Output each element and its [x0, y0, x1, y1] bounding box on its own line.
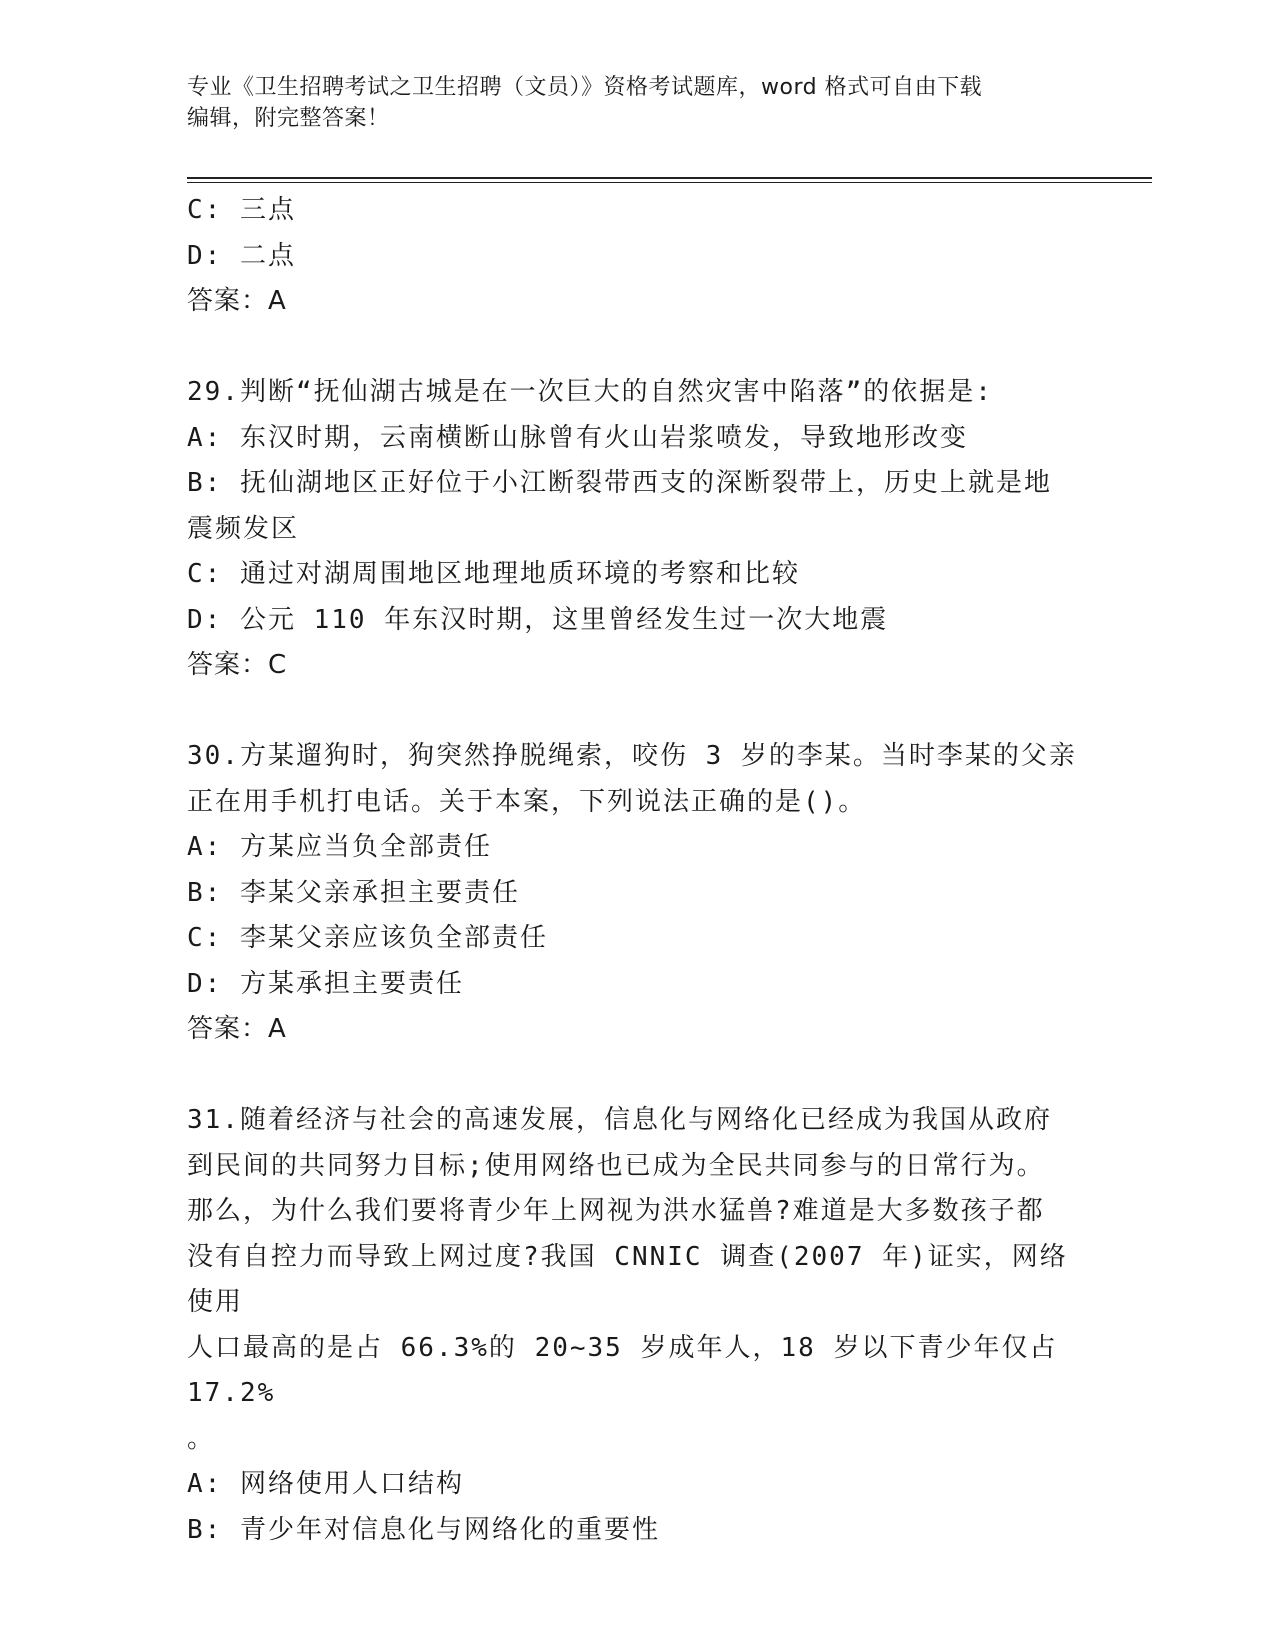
answer-line: 答案：C — [187, 650, 288, 680]
spacer — [187, 689, 1087, 735]
document-body — [187, 188, 1087, 1553]
option-a: A: 方某应当负全部责任 — [187, 832, 492, 862]
question-stem-continued: 人口最高的是占 66.3%的 20~35 岁成年人，18 岁以下青少年仅占 17.2% — [187, 1332, 1076, 1408]
option-d: D: 方某承担主要责任 — [187, 968, 464, 999]
option-b-continued: 震频发区 — [187, 513, 300, 544]
option-c: C: 通过对湖周围地区地理地质环境的考察和比较 — [187, 559, 800, 589]
question-30 — [187, 734, 1087, 1053]
question-stem: 29.判断“抚仙湖古城是在一次巨大的自然灾害中陷落”的依据是: — [187, 377, 993, 407]
question-stem-continued: 。 — [187, 1423, 216, 1454]
option-d: D: 公元 110 年东汉时期，这里曾经发生过一次大地震 — [187, 604, 889, 635]
question-31 — [187, 1098, 1087, 1553]
spacer — [187, 1053, 1087, 1099]
option-b: B: 青少年对信息化与网络化的重要性 — [187, 1514, 660, 1545]
option-b: B: 李某父亲承担主要责任 — [187, 877, 520, 908]
answer-line: 答案：A — [187, 286, 287, 316]
question-stem-continued: 正在用手机打电话。关于本案，下列说法正确的是()。 — [187, 786, 867, 817]
question-stem-continued: 那么，为什么我们要将青少年上网视为洪水猛兽?难道是大多数孩子都 — [187, 1196, 1045, 1226]
question-stem: 31.随着经济与社会的高速发展，信息化与网络化已经成为我国从政府 — [187, 1105, 1052, 1135]
option-a: A: 东汉时期，云南横断山脉曾有火山岩浆喷发，导致地形改变 — [187, 422, 968, 453]
header-line-2: 编辑，附完整答案！ — [187, 106, 390, 131]
question-stem-continued: 没有自控力而导致上网过度?我国 CNNIC 调查(2007 年)证实，网络使用 — [187, 1241, 1068, 1317]
option-d: D: 二点 — [187, 240, 296, 271]
header-rule-thin — [187, 182, 1152, 183]
spacer — [187, 325, 1087, 371]
question-stem: 30.方某遛狗时，狗突然挣脱绳索，咬伤 3 岁的李某。当时李某的父亲 — [187, 741, 1077, 771]
question-28-tail — [187, 188, 1087, 325]
header-rule-thick — [187, 177, 1152, 179]
question-29 — [187, 370, 1087, 689]
option-a: A: 网络使用人口结构 — [187, 1469, 464, 1499]
option-c: C: 三点 — [187, 195, 296, 225]
option-b: B: 抚仙湖地区正好位于小江断裂带西支的深断裂带上，历史上就是地 — [187, 468, 1052, 498]
question-stem-continued: 到民间的共同努力目标;使用网络也已成为全民共同参与的日常行为。 — [187, 1150, 1045, 1181]
option-c: C: 李某父亲应该负全部责任 — [187, 923, 548, 953]
document-header — [187, 72, 1067, 134]
header-line-1: 专业《卫生招聘考试之卫生招聘（文员）》资格考试题库，word 格式可自由下载 — [187, 75, 983, 100]
answer-line: 答案：A — [187, 1014, 287, 1044]
